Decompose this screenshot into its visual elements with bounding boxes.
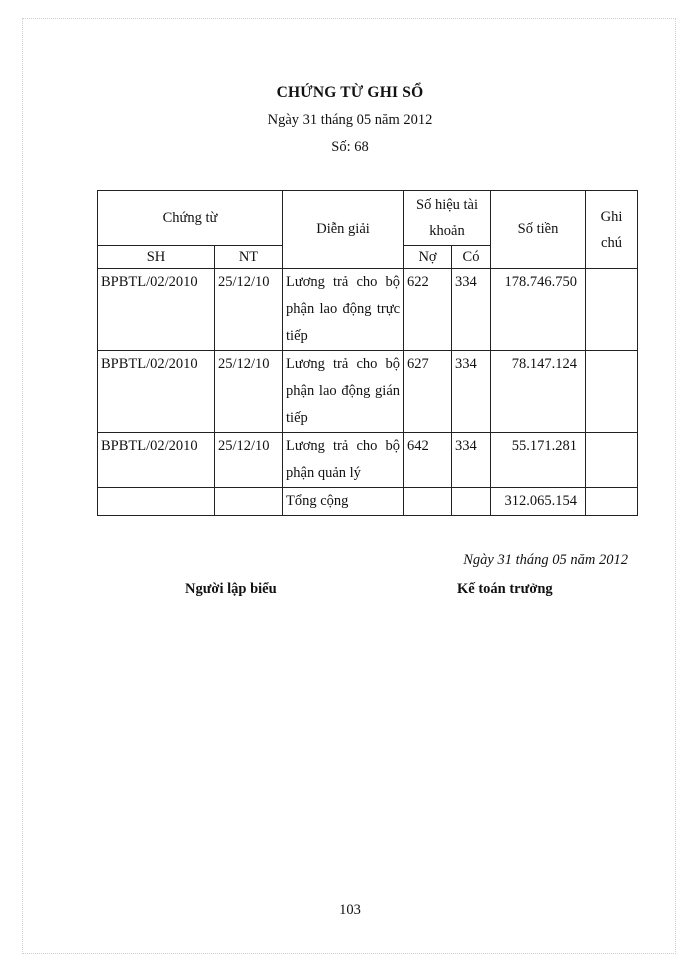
header-nt: NT [215,246,283,269]
total-cell-credit [452,488,491,516]
chief-accountant-label: Kế toán trưởng [457,581,553,597]
cell-nt: 25/12/10 [215,269,283,351]
cell-amount: 55.171.281 [491,433,586,488]
cell-debit: 627 [404,351,452,433]
total-amount: 312.065.154 [491,488,586,516]
header-credit: Có [452,246,491,269]
header-amount: Số tiền [491,191,586,269]
cell-sh: BPBTL/02/2010 [98,351,215,433]
document-date: Ngày 31 tháng 05 năm 2012 [267,112,433,128]
cell-sh: BPBTL/02/2010 [98,269,215,351]
total-row [98,488,638,516]
cell-description: Lương trả cho bộ phận lao động gián tiếp [283,351,404,433]
header-sh: SH [98,246,215,269]
cell-note [586,269,638,351]
total-cell-note [586,488,638,516]
table-row [98,351,638,433]
cell-note [586,351,638,433]
cell-sh: BPBTL/02/2010 [98,433,215,488]
header-description: Diễn giải [283,191,404,269]
table-row [98,269,638,351]
header-note: Ghi chú [586,191,638,269]
cell-debit: 642 [404,433,452,488]
total-cell-debit [404,488,452,516]
cell-amount: 78.147.124 [491,351,586,433]
cell-description: Lương trả cho bộ phận quản lý [283,433,404,488]
cell-nt: 25/12/10 [215,433,283,488]
ledger-table [97,190,638,516]
preparer-label: Người lập biểu [185,581,277,597]
header-account: Số hiệu tài khoản [404,191,491,246]
cell-amount: 178.746.750 [491,269,586,351]
cell-description: Lương trả cho bộ phận lao động trực tiếp [283,269,404,351]
page-number: 103 [339,902,361,918]
cell-credit: 334 [452,269,491,351]
signature-date: Ngày 31 tháng 05 năm 2012 [463,552,628,568]
cell-note [586,433,638,488]
header-row-1 [98,191,638,246]
header-debit: Nợ [404,246,452,269]
cell-nt: 25/12/10 [215,351,283,433]
document-title: CHỨNG TỪ GHI SỔ [276,84,424,101]
document-number: Số: 68 [331,139,369,155]
total-label: Tổng cộng [283,488,404,516]
total-cell-sh [98,488,215,516]
header-voucher: Chứng từ [98,191,283,246]
cell-debit: 622 [404,269,452,351]
table-row [98,433,638,488]
cell-credit: 334 [452,351,491,433]
total-cell-nt [215,488,283,516]
cell-credit: 334 [452,433,491,488]
